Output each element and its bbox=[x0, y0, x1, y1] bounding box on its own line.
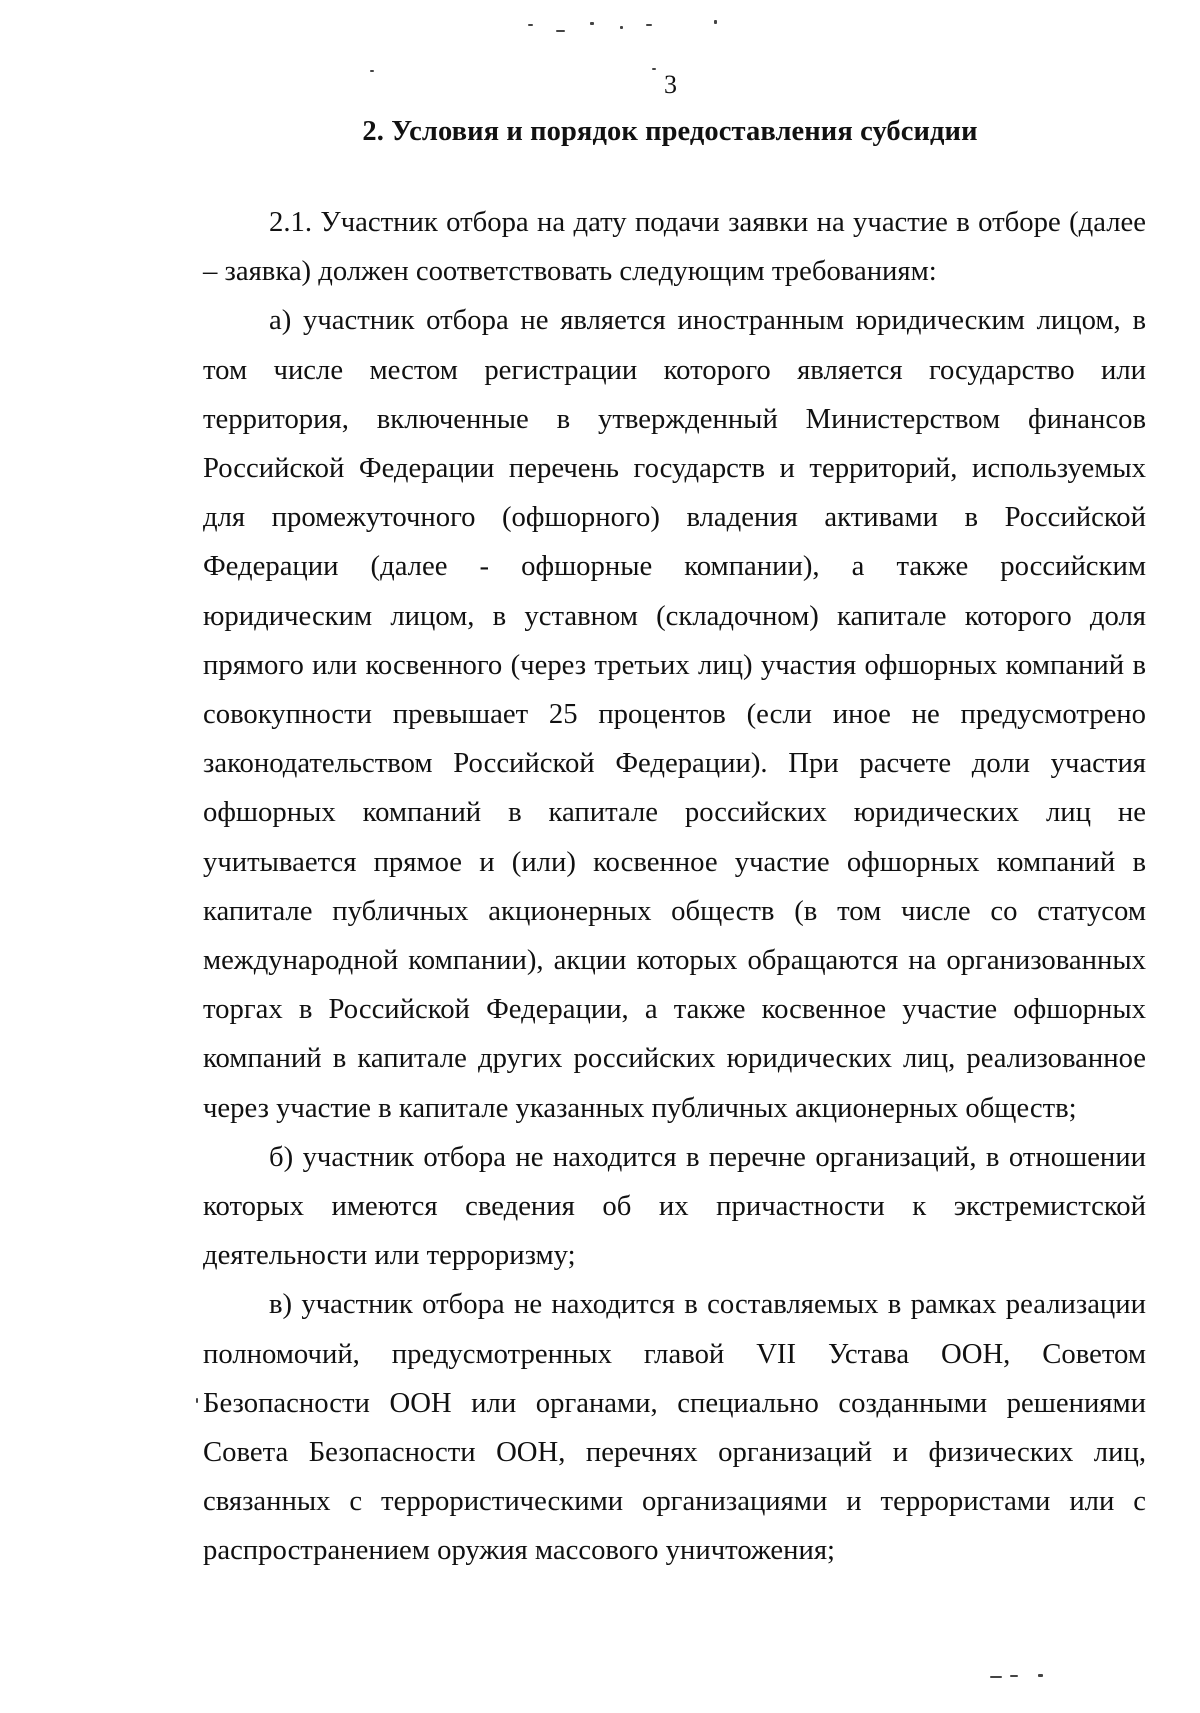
scan-artifact bbox=[556, 30, 565, 32]
paragraph-item-b: б) участник отбора не находится в перечне организаций, в отношении которых имеются сведения об их причастности к экстремистской деятельности или терроризму; bbox=[203, 1140, 1146, 1272]
scan-artifact bbox=[528, 24, 533, 26]
scan-artifact bbox=[646, 24, 652, 26]
scan-artifact bbox=[370, 70, 374, 72]
paragraph-item-a: а) участник отбора не является иностранным юридическим лицом, в том числе местом регистрации которого является государство или территория, включенные в утвержденный Министерством финансов Российской Федерации перечень государств и территорий, используемых для промежуточного (офшорного) владения активами в Российской Федерации (далее - офшорные компании), а также российским юридическим лицом, в уставном (складочном) капитале которого доля прямого или косвенного (через третьих лиц) участия офшорных компаний в совокупности превышает 25 процентов (если иное не предусмотрено законодательством Российской Федерации). При расчете доли участия офшорных компаний в капитале российских юридических лиц не учитывается прямое и (или) косвенное участие офшорных компаний в капитале публичных акционерных обществ (в том числе со статусом международной компании), акции которых обращаются на организованных торгах в Российской Федерации, а также косвенное участие офшорных компаний в капитале других российских юридических лиц, реализованное через участие в капитале указанных публичных акционерных обществ; bbox=[203, 304, 1146, 1124]
paragraph-2-1: 2.1. Участник отбора на дату подачи заявки на участие в отборе (далее – заявка) должен соответствовать следующим требованиям: bbox=[203, 206, 1146, 288]
scan-artifact bbox=[652, 68, 656, 70]
scan-artifact bbox=[196, 1398, 198, 1403]
paragraph-item-v: в) участник отбора не находится в составляемых в рамках реализации полномочий, предусмотренных главой VII Устава ООН, Советом Безопасности ООН или органами, специально созданными решениями Совета Безопасности ООН, перечнях организаций и физических лиц, связанных с террористическими организациями и террористами или с распространением оружия массового уничтожения; bbox=[203, 1288, 1146, 1567]
scan-artifact bbox=[1038, 1674, 1043, 1677]
scan-artifact bbox=[1010, 1675, 1018, 1677]
scan-artifact bbox=[714, 20, 717, 24]
scan-artifact bbox=[590, 22, 594, 25]
scan-artifact bbox=[990, 1676, 1002, 1678]
section-title: 2. Условия и порядок предоставления субсидии bbox=[362, 116, 978, 147]
body-text bbox=[203, 198, 1146, 1576]
page-number: 3 bbox=[664, 70, 677, 99]
scan-artifact bbox=[620, 26, 623, 29]
